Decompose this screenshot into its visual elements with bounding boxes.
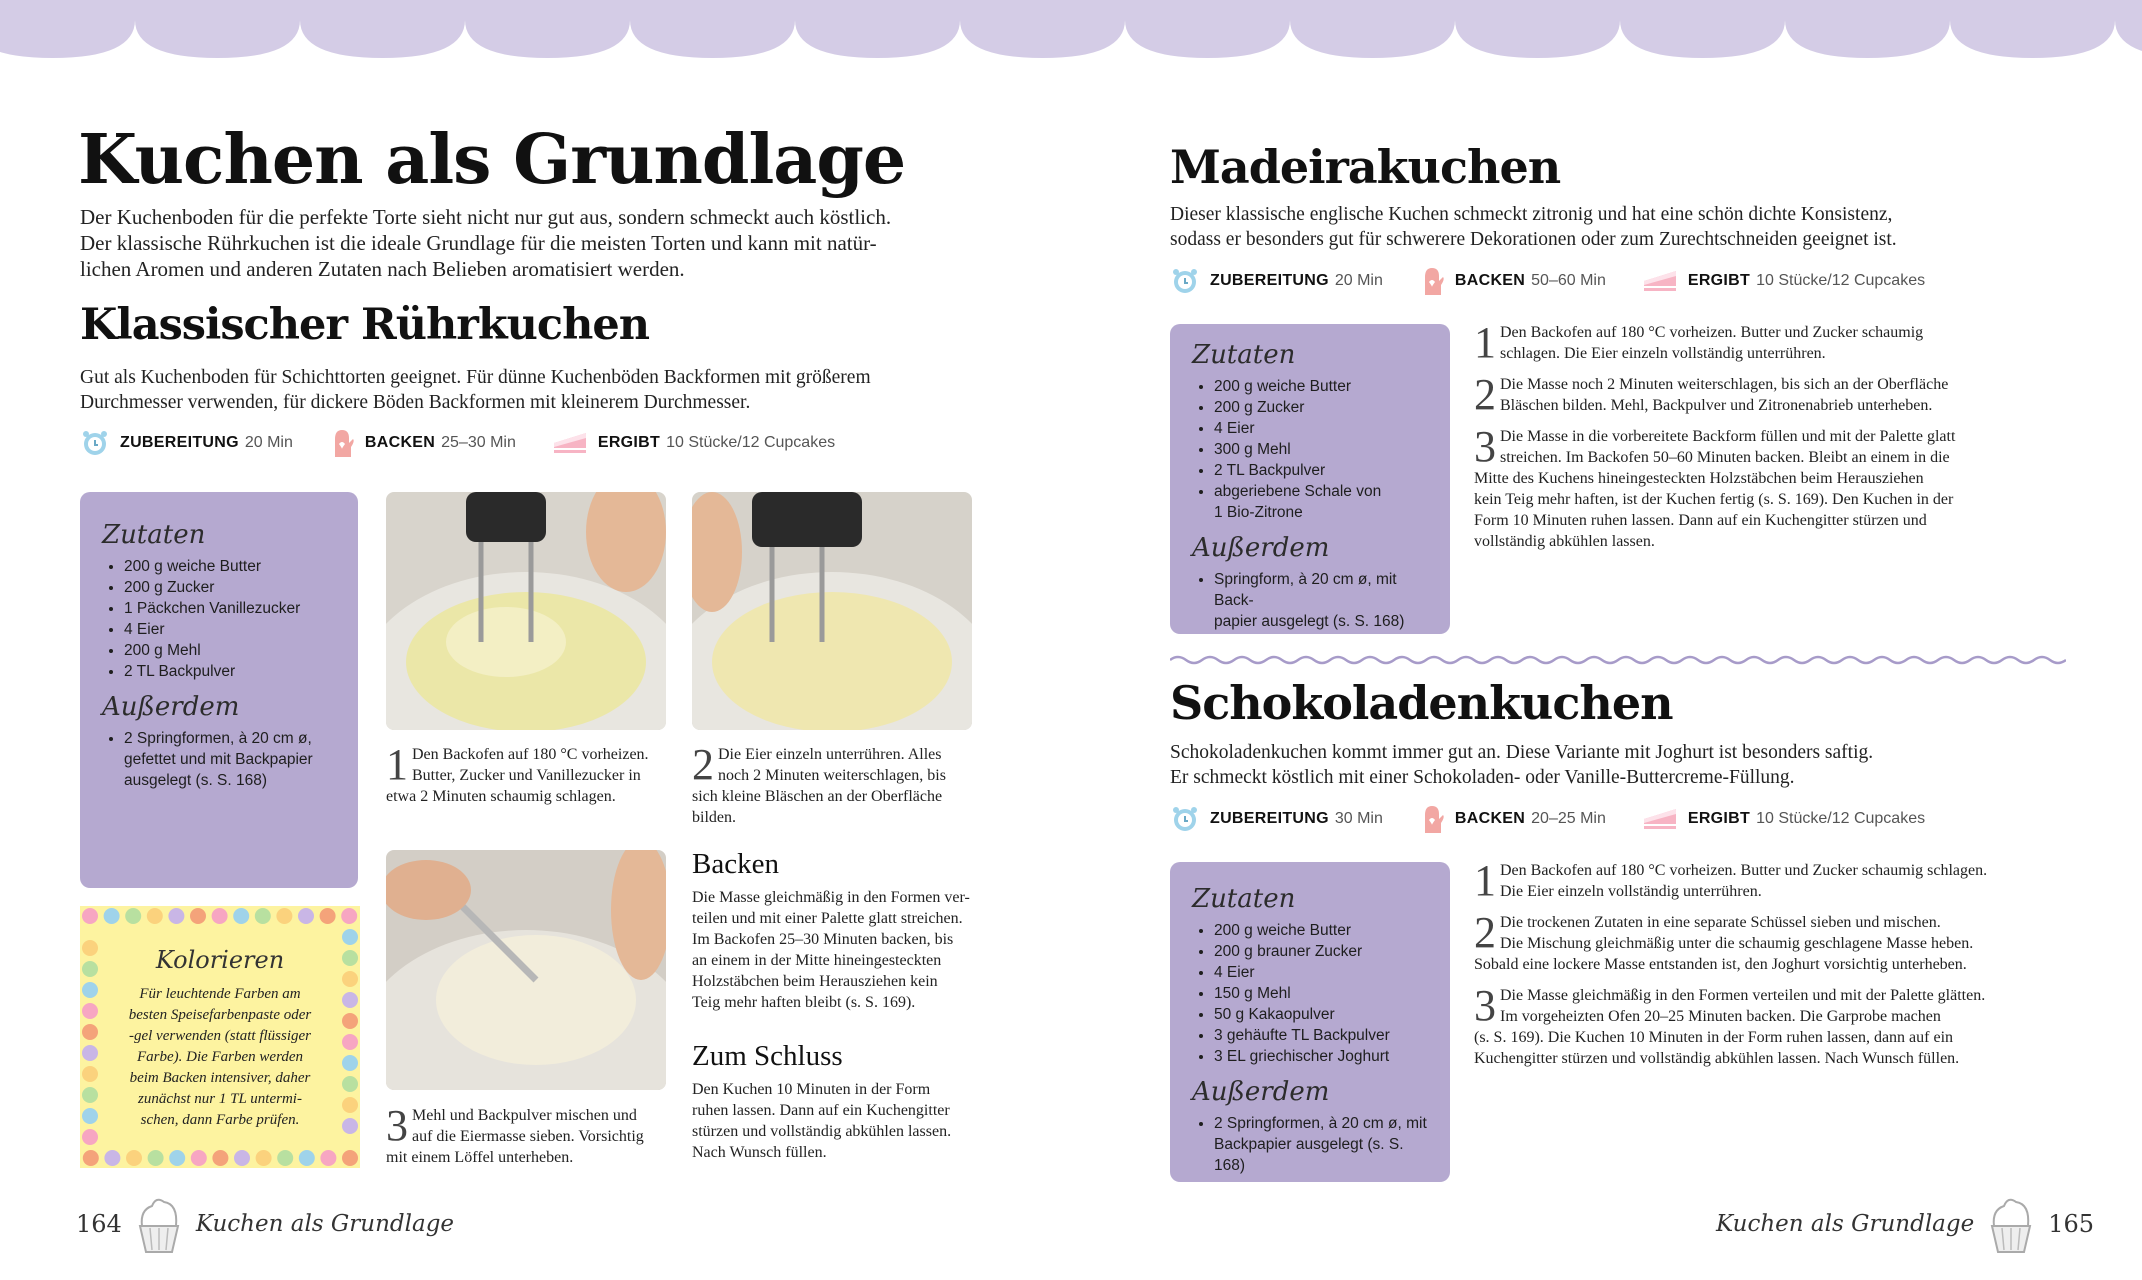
ingredients-heading: Zutaten xyxy=(1192,340,1296,370)
cake-slice-icon xyxy=(1642,267,1678,295)
backen-line: Die Masse gleichmäßig in den Formen ver- xyxy=(692,889,970,906)
ingredient-line: abgeriebene Schale von xyxy=(1214,483,1382,500)
schluss-line: stürzen und vollständig abkühlen lassen. xyxy=(692,1123,952,1140)
schoko-intro-line: Er schmeckt köstlich mit einer Schokoladen- oder Vanille-Buttercreme-Füllung. xyxy=(1170,767,1795,788)
step-line: Die Eier einzeln unterrühren. Alles xyxy=(718,746,942,763)
step-number: 2 xyxy=(692,740,714,789)
ingredient-item: • 1 Päckchen Vanillezucker xyxy=(124,598,338,619)
ingredient-item: • 200 g brauner Zucker xyxy=(1214,941,1430,962)
ingredient-item: • 200 g Mehl xyxy=(124,640,338,661)
step-number: 3 xyxy=(386,1101,408,1150)
ingredients-list xyxy=(1192,920,1430,1067)
step-number: 1 xyxy=(1474,318,1496,367)
prep-value: 30 Min xyxy=(1334,810,1383,827)
step-line: Die trockenen Zutaten in eine separate Schüssel sieben und mischen. xyxy=(1500,914,1941,931)
step-2 xyxy=(692,740,972,828)
ingredient-item: • 150 g Mehl xyxy=(1214,983,1430,1004)
step-number: 2 xyxy=(1474,370,1496,419)
photo-mixing-butter xyxy=(386,492,666,730)
extra-line: Backpapier ausgelegt (s. S. 168) xyxy=(1214,1136,1404,1174)
schoko-intro-line: Schokoladenkuchen kommt immer gut an. Diese Variante mit Joghurt ist besonders saftig. xyxy=(1170,742,1874,763)
ingredients-box xyxy=(80,492,358,888)
prep-label: ZUBEREITUNG xyxy=(1210,810,1329,827)
step-line: Butter, Zucker und Vanillezucker in xyxy=(412,767,641,784)
footer-title: Kuchen als Grundlage xyxy=(1716,1211,1975,1237)
tip-line: Für leuchtende Farben am xyxy=(139,986,301,1002)
step-line: Die Masse gleichmäßig in den Formen verteilen und mit der Palette glätten. xyxy=(1500,987,1986,1004)
step-2 xyxy=(1474,370,2034,419)
ingredient-item: • 200 g Zucker xyxy=(124,577,338,598)
step-line: auf die Eiermasse sieben. Vorsichtig xyxy=(412,1128,644,1145)
backen-line: Holzstäbchen beim Herausziehen kein xyxy=(692,973,938,990)
schoko-steps xyxy=(1474,856,2034,1069)
ingredient-item: • 3 EL griechischer Joghurt xyxy=(1214,1046,1430,1067)
ingredient-item: • 4 Eier xyxy=(1214,962,1430,983)
step-line: vollständig abkühlen lassen. xyxy=(1474,533,1655,550)
footer-title: Kuchen als Grundlage xyxy=(195,1211,455,1237)
madeira-intro-line: sodass er besonders gut für schwerere Dekorationen oder zum Zurechtschneiden geeignet ist. xyxy=(1170,229,1897,250)
schluss-heading: Zum Schluss xyxy=(692,1040,843,1072)
photo-adding-eggs xyxy=(692,492,972,730)
bake-value: 50–60 Min xyxy=(1531,272,1606,289)
bake-label: BACKEN xyxy=(1454,272,1526,289)
step-line: Kuchengitter stürzen und vollständig abkühlen lassen. Nach Wunsch füllen. xyxy=(1474,1050,1960,1067)
tip-line: besten Speisefarbenpaste oder xyxy=(128,1007,312,1023)
step-number: 1 xyxy=(386,740,408,789)
tip-box xyxy=(80,906,360,1168)
step-line: noch 2 Minuten weiterschlagen, bis xyxy=(718,767,946,784)
clock-icon xyxy=(80,428,110,458)
step-1 xyxy=(1474,856,2034,905)
step-2 xyxy=(1474,908,2034,975)
ingredient-item: • 2 TL Backpulver xyxy=(124,661,338,682)
tip-heading: Kolorieren xyxy=(155,946,285,974)
extra-line: 2 Springformen, à 20 cm ø, mit xyxy=(1214,1115,1427,1132)
extra-line: gefettet und mit Backpapier xyxy=(124,751,313,768)
oven-mitt-icon xyxy=(1419,803,1445,835)
ingredient-item xyxy=(1214,481,1430,523)
step-1 xyxy=(386,740,656,807)
extra-heading: Außerdem xyxy=(1192,1077,1330,1107)
step-3 xyxy=(386,1101,666,1168)
step-number: 1 xyxy=(1474,856,1496,905)
backen-heading: Backen xyxy=(692,848,779,880)
ingredients-list xyxy=(1192,376,1430,523)
yield-value: 10 Stücke/12 Cupcakes xyxy=(1756,810,1926,827)
bake-value: 25–30 Min xyxy=(441,434,516,451)
step-3 xyxy=(1474,422,2034,552)
step-line: Die Eier einzeln vollständig unterrühren. xyxy=(1500,883,1762,900)
extra-heading: Außerdem xyxy=(102,692,240,722)
page-number: 164 xyxy=(76,1210,122,1238)
step-line: kein Teig mehr haften, ist der Kuchen fertig (s. S. 169). Den Kuchen in der xyxy=(1474,491,1954,508)
page-number: 165 xyxy=(2048,1210,2095,1238)
prep-value: 20 Min xyxy=(244,434,293,451)
ingredient-item: • 200 g weiche Butter xyxy=(124,556,338,577)
extra-item xyxy=(1214,569,1430,632)
backen-section xyxy=(692,848,992,1013)
madeira-intro-line: Dieser klassische englische Kuchen schmeckt zitronig und hat eine schön dichte Konsistenz, xyxy=(1170,204,1893,225)
step-line: Den Backofen auf 180 °C vorheizen. Butter und Zucker schaumig schlagen. xyxy=(1500,862,1988,879)
ingredient-item: • 300 g Mehl xyxy=(1214,439,1430,460)
step-line: Mitte des Kuchens hineingesteckten Holzstäbchen beim Herausziehen xyxy=(1474,470,1924,487)
intro-line: Der klassische Rührkuchen ist die ideale Grundlage für die meisten Torten und kann mit natür- xyxy=(80,231,877,255)
step-line: Mehl und Backpulver mischen und xyxy=(412,1107,637,1124)
bake-label: BACKEN xyxy=(1454,810,1526,827)
scalloped-border xyxy=(0,0,2142,70)
step-3 xyxy=(1474,981,2034,1069)
extra-list xyxy=(1192,569,1430,632)
page-title: Kuchen als Grundlage xyxy=(78,120,906,200)
photo-folding-flour xyxy=(386,850,666,1090)
yield-label: ERGIBT xyxy=(1687,272,1751,289)
cupcake-icon xyxy=(1984,1192,2038,1256)
schluss-line: Den Kuchen 10 Minuten in der Form xyxy=(692,1081,931,1098)
bake-value: 20–25 Min xyxy=(1531,810,1606,827)
yield-label: ERGIBT xyxy=(597,434,661,451)
extra-line: ausgelegt (s. S. 168) xyxy=(124,772,268,789)
ingredient-item: • 4 Eier xyxy=(124,619,338,640)
tip-line: schen, dann Farbe prüfen. xyxy=(140,1112,300,1128)
intro-line: lichen Aromen und anderen Zutaten nach Belieben aromatisiert werden. xyxy=(80,257,685,281)
step-line: sich kleine Bläschen an der Oberfläche xyxy=(692,788,943,805)
extra-heading: Außerdem xyxy=(1192,533,1330,563)
ingredient-item: • 50 g Kakaopulver xyxy=(1214,1004,1430,1025)
backen-line: teilen und mit einer Palette glatt streichen. xyxy=(692,910,963,927)
schoko-title: Schokoladenkuchen xyxy=(1170,676,1673,730)
tip-line: Farbe). Die Farben werden xyxy=(136,1049,304,1065)
ingredients-heading: Zutaten xyxy=(1192,884,1296,914)
step-number: 2 xyxy=(1474,908,1496,957)
intro-line: Der Kuchenboden für die perfekte Torte sieht nicht nur gut aus, sondern schmeckt auch köstlich. xyxy=(80,205,892,229)
extra-item xyxy=(124,728,338,791)
tip-line: beim Backen intensiver, daher xyxy=(129,1070,311,1086)
step-line: Den Backofen auf 180 °C vorheizen. Butter und Zucker schaumig xyxy=(1500,324,1924,341)
cake-slice-icon xyxy=(552,429,588,457)
yield-value: 10 Stücke/12 Cupcakes xyxy=(666,434,836,451)
wavy-divider xyxy=(1170,652,2066,668)
recipe-intro-line: Durchmesser verwenden, für dickere Böden Backformen mit kleinerem Durchmesser. xyxy=(80,392,751,413)
schluss-line: ruhen lassen. Dann auf ein Kuchengitter xyxy=(692,1102,950,1119)
prep-label: ZUBEREITUNG xyxy=(1210,272,1329,289)
step-line: schlagen. Die Eier einzeln vollständig unterrühren. xyxy=(1500,345,1826,362)
step-line: mit einem Löffel unterheben. xyxy=(386,1149,574,1166)
clock-icon xyxy=(1170,266,1200,296)
oven-mitt-icon xyxy=(1419,265,1445,297)
ingredient-line: 1 Bio-Zitrone xyxy=(1214,504,1303,521)
step-number: 3 xyxy=(1474,981,1496,1030)
tip-text xyxy=(110,984,330,1131)
left-footer xyxy=(76,1192,454,1256)
step-line: streichen. Im Backofen 50–60 Minuten backen. Bleibt an einem in die xyxy=(1500,449,1950,466)
ingredient-item: • 4 Eier xyxy=(1214,418,1430,439)
prep-value: 20 Min xyxy=(1334,272,1383,289)
backen-line: Teig mehr haften bleibt (s. S. 169). xyxy=(692,994,916,1011)
backen-line: Im Backofen 25–30 Minuten backen, bis xyxy=(692,931,954,948)
cupcake-icon xyxy=(132,1192,186,1256)
yield-label: ERGIBT xyxy=(1687,810,1751,827)
recipe-intro-line: Gut als Kuchenboden für Schichttorten geeignet. Für dünne Kuchenböden Backformen mit größerem xyxy=(80,367,871,388)
schluss-section xyxy=(692,1040,992,1163)
ingredient-item: • 200 g Zucker xyxy=(1214,397,1430,418)
step-line: etwa 2 Minuten schaumig schlagen. xyxy=(386,788,616,805)
yield-value: 10 Stücke/12 Cupcakes xyxy=(1756,272,1926,289)
backen-line: an einem in der Mitte hineingesteckten xyxy=(692,952,942,969)
bake-label: BACKEN xyxy=(364,434,436,451)
recipe-intro xyxy=(80,365,980,415)
intro-text xyxy=(80,204,980,282)
tip-line: zunächst nur 1 TL untermi- xyxy=(138,1091,302,1107)
clock-icon xyxy=(1170,804,1200,834)
step-line: Die Mischung gleichmäßig unter die schaumig geschlagene Masse heben. xyxy=(1500,935,1974,952)
step-1 xyxy=(1474,318,2034,367)
step-line: Die Masse in die vorbereitete Backform füllen und mit der Palette glatt xyxy=(1500,428,1956,445)
step-line: bilden. xyxy=(692,809,736,826)
extra-line: papier ausgelegt (s. S. 168) xyxy=(1214,613,1405,630)
ingredients-heading: Zutaten xyxy=(102,520,206,550)
prep-label: ZUBEREITUNG xyxy=(120,434,239,451)
recipe-title: Klassischer Rührkuchen xyxy=(80,300,649,350)
step-line: Form 10 Minuten ruhen lassen. Dann auf ein Kuchengitter stürzen und xyxy=(1474,512,1927,529)
ingredient-item: • 3 gehäufte TL Backpulver xyxy=(1214,1025,1430,1046)
schoko-meta xyxy=(1170,803,1961,835)
extra-line: Springform, à 20 cm ø, mit Back- xyxy=(1214,571,1397,609)
schoko-ingredients-box xyxy=(1170,862,1450,1182)
madeira-steps xyxy=(1474,318,2034,552)
extra-list xyxy=(102,728,338,791)
step-line: Die Masse noch 2 Minuten weiterschlagen, bis sich an der Oberfläche xyxy=(1500,376,1949,393)
madeira-title: Madeirakuchen xyxy=(1170,140,1561,194)
step-number: 3 xyxy=(1474,422,1496,471)
step-line: (s. S. 169). Die Kuchen 10 Minuten in der Form ruhen lassen, dann auf ein xyxy=(1474,1029,1954,1046)
ingredients-list xyxy=(102,556,338,682)
step-line: Den Backofen auf 180 °C vorheizen. xyxy=(412,746,649,763)
extra-list xyxy=(1192,1113,1430,1176)
step-line: Sobald eine lockere Masse entstanden ist, den Joghurt vorsichtig unterheben. xyxy=(1474,956,1967,973)
ingredient-item: • 200 g weiche Butter xyxy=(1214,376,1430,397)
step-line: Bläschen bilden. Mehl, Backpulver und Zitronenabrieb unterheben. xyxy=(1500,397,1933,414)
recipe-meta xyxy=(80,427,871,459)
madeira-ingredients-box xyxy=(1170,324,1450,634)
right-footer xyxy=(1716,1192,2094,1256)
schluss-line: Nach Wunsch füllen. xyxy=(692,1144,827,1161)
madeira-intro xyxy=(1170,202,2070,252)
step-line: Im vorgeheizten Ofen 20–25 Minuten backen. Die Garprobe machen xyxy=(1500,1008,1941,1025)
oven-mitt-icon xyxy=(329,427,355,459)
ingredient-item: • 200 g weiche Butter xyxy=(1214,920,1430,941)
extra-line: 2 Springformen, à 20 cm ø, xyxy=(124,730,312,747)
cake-slice-icon xyxy=(1642,805,1678,833)
schoko-intro xyxy=(1170,740,2070,790)
ingredient-item: • 2 TL Backpulver xyxy=(1214,460,1430,481)
madeira-meta xyxy=(1170,265,1961,297)
tip-line: -gel verwenden (statt flüssiger xyxy=(128,1028,312,1044)
extra-item xyxy=(1214,1113,1430,1176)
